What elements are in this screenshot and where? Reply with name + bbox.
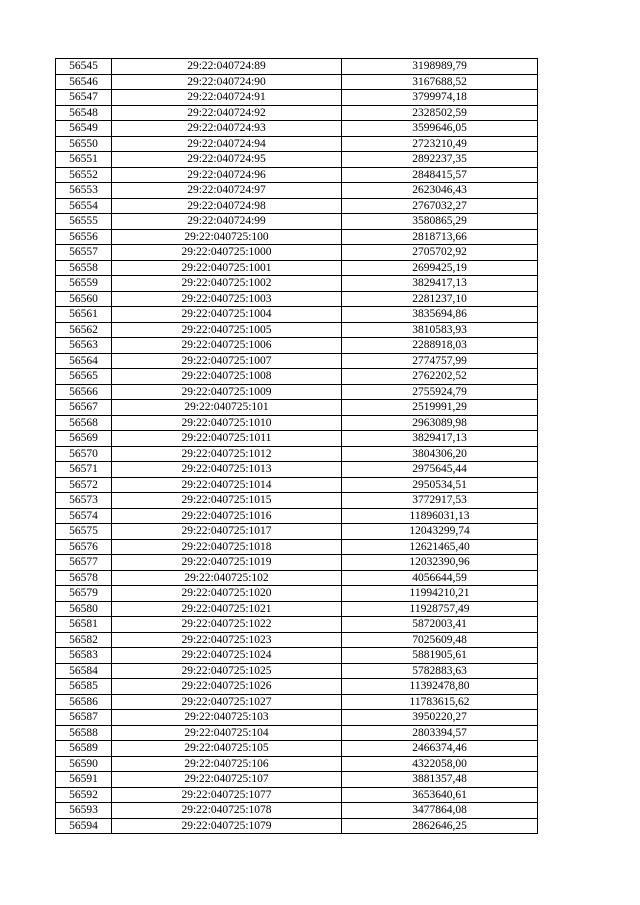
value-cell: 7025609,48 [342,632,538,648]
value-cell: 12032390,96 [342,555,538,571]
value-cell: 3477864,08 [342,803,538,819]
row-number-cell: 56593 [56,803,112,819]
table-row [56,307,538,323]
row-number-cell: 56565 [56,369,112,385]
value-cell: 2623046,43 [342,183,538,199]
row-number-cell: 56585 [56,679,112,695]
row-number-cell: 56545 [56,59,112,75]
cadastral-number-cell: 29:22:040725:102 [112,570,342,586]
cadastral-number-cell: 29:22:040725:1022 [112,617,342,633]
table-row [56,322,538,338]
table-row [56,198,538,214]
value-cell: 3167688,52 [342,74,538,90]
table-row [56,260,538,276]
table-row [56,291,538,307]
row-number-cell: 56559 [56,276,112,292]
cadastral-number-cell: 29:22:040725:1079 [112,818,342,834]
table-row [56,648,538,664]
row-number-cell: 56564 [56,353,112,369]
value-cell: 3835694,86 [342,307,538,323]
value-cell: 2288918,03 [342,338,538,354]
value-cell: 2862646,25 [342,818,538,834]
row-number-cell: 56563 [56,338,112,354]
cadastral-number-cell: 29:22:040725:1004 [112,307,342,323]
cadastral-number-cell: 29:22:040725:1009 [112,384,342,400]
table-row [56,59,538,75]
row-number-cell: 56569 [56,431,112,447]
value-cell: 2723210,49 [342,136,538,152]
table-row [56,400,538,416]
row-number-cell: 56546 [56,74,112,90]
value-cell: 3829417,13 [342,276,538,292]
value-cell: 2950534,51 [342,477,538,493]
row-number-cell: 56560 [56,291,112,307]
row-number-cell: 56587 [56,710,112,726]
row-number-cell: 56549 [56,121,112,137]
table-row [56,431,538,447]
table-row [56,741,538,757]
cadastral-number-cell: 29:22:040725:106 [112,756,342,772]
row-number-cell: 56582 [56,632,112,648]
row-number-cell: 56577 [56,555,112,571]
value-cell: 4322058,00 [342,756,538,772]
table-row [56,415,538,431]
table-row [56,121,538,137]
document-page [55,58,534,834]
row-number-cell: 56570 [56,446,112,462]
value-cell: 2281237,10 [342,291,538,307]
cadastral-number-cell: 29:22:040725:1014 [112,477,342,493]
cadastral-number-cell: 29:22:040725:1002 [112,276,342,292]
cadastral-number-cell: 29:22:040725:1011 [112,431,342,447]
value-cell: 2328502,59 [342,105,538,121]
cadastral-number-cell: 29:22:040725:1021 [112,601,342,617]
value-cell: 11896031,13 [342,508,538,524]
cadastral-number-cell: 29:22:040725:104 [112,725,342,741]
row-number-cell: 56554 [56,198,112,214]
row-number-cell: 56578 [56,570,112,586]
cadastral-number-cell: 29:22:040725:1007 [112,353,342,369]
table-row [56,136,538,152]
value-cell: 11928757,49 [342,601,538,617]
row-number-cell: 56557 [56,245,112,261]
value-cell: 2892237,35 [342,152,538,168]
table-row [56,462,538,478]
table-row [56,74,538,90]
row-number-cell: 56562 [56,322,112,338]
cadastral-number-cell: 29:22:040725:1018 [112,539,342,555]
row-number-cell: 56592 [56,787,112,803]
cadastral-number-cell: 29:22:040724:97 [112,183,342,199]
table-row [56,632,538,648]
table-row [56,524,538,540]
cadastral-number-cell: 29:22:040724:99 [112,214,342,230]
table-row [56,369,538,385]
table-row [56,183,538,199]
table-row [56,787,538,803]
table-row [56,663,538,679]
value-cell: 2818713,66 [342,229,538,245]
value-cell: 2519991,29 [342,400,538,416]
table-row [56,772,538,788]
value-cell: 3950220,27 [342,710,538,726]
table-row [56,167,538,183]
cadastral-number-cell: 29:22:040725:1008 [112,369,342,385]
row-number-cell: 56555 [56,214,112,230]
value-cell: 2803394,57 [342,725,538,741]
row-number-cell: 56566 [56,384,112,400]
row-number-cell: 56586 [56,694,112,710]
cadastral-number-cell: 29:22:040725:1005 [112,322,342,338]
table-row [56,803,538,819]
cadastral-number-cell: 29:22:040724:98 [112,198,342,214]
value-cell: 2774757,99 [342,353,538,369]
cadastral-number-cell: 29:22:040725:1001 [112,260,342,276]
cadastral-number-cell: 29:22:040724:93 [112,121,342,137]
cadastral-number-cell: 29:22:040725:1015 [112,493,342,509]
value-cell: 11994210,21 [342,586,538,602]
row-number-cell: 56579 [56,586,112,602]
row-number-cell: 56551 [56,152,112,168]
cadastral-number-cell: 29:22:040725:1023 [112,632,342,648]
cadastral-number-cell: 29:22:040725:1019 [112,555,342,571]
value-cell: 2699425,19 [342,260,538,276]
row-number-cell: 56575 [56,524,112,540]
cadastral-number-cell: 29:22:040724:92 [112,105,342,121]
table-row [56,493,538,509]
table-row [56,105,538,121]
table-row [56,353,538,369]
row-number-cell: 56571 [56,462,112,478]
cadastral-number-cell: 29:22:040725:100 [112,229,342,245]
value-cell: 2755924,79 [342,384,538,400]
table-row [56,214,538,230]
value-cell: 2848415,57 [342,167,538,183]
row-number-cell: 56572 [56,477,112,493]
cadastral-number-cell: 29:22:040724:89 [112,59,342,75]
table-row [56,508,538,524]
table-row [56,818,538,834]
cadastral-number-cell: 29:22:040725:1017 [112,524,342,540]
value-cell: 2762202,52 [342,369,538,385]
table-row [56,725,538,741]
value-cell: 3810583,93 [342,322,538,338]
row-number-cell: 56580 [56,601,112,617]
cadastral-number-cell: 29:22:040725:107 [112,772,342,788]
row-number-cell: 56552 [56,167,112,183]
cadastral-number-cell: 29:22:040724:90 [112,74,342,90]
cadastral-number-cell: 29:22:040725:101 [112,400,342,416]
value-cell: 3599646,05 [342,121,538,137]
row-number-cell: 56556 [56,229,112,245]
row-number-cell: 56550 [56,136,112,152]
value-cell: 3799974,18 [342,90,538,106]
row-number-cell: 56581 [56,617,112,633]
table-row [56,555,538,571]
row-number-cell: 56583 [56,648,112,664]
cadastral-number-cell: 29:22:040724:91 [112,90,342,106]
cadastral-number-cell: 29:22:040725:1027 [112,694,342,710]
value-cell: 4056644,59 [342,570,538,586]
value-cell: 5872003,41 [342,617,538,633]
row-number-cell: 56547 [56,90,112,106]
table-row [56,679,538,695]
cadastral-number-cell: 29:22:040725:1078 [112,803,342,819]
table-row [56,601,538,617]
table-row [56,694,538,710]
row-number-cell: 56553 [56,183,112,199]
cadastral-number-cell: 29:22:040725:105 [112,741,342,757]
value-cell: 3580865,29 [342,214,538,230]
table-row [56,586,538,602]
table-row [56,338,538,354]
row-number-cell: 56574 [56,508,112,524]
row-number-cell: 56558 [56,260,112,276]
value-cell: 2975645,44 [342,462,538,478]
cadastral-number-cell: 29:22:040725:1025 [112,663,342,679]
table-row [56,617,538,633]
row-number-cell: 56548 [56,105,112,121]
table-row [56,477,538,493]
cadastral-number-cell: 29:22:040725:1016 [112,508,342,524]
value-cell: 12621465,40 [342,539,538,555]
cadastral-number-cell: 29:22:040725:1020 [112,586,342,602]
table-row [56,276,538,292]
value-cell: 11392478,80 [342,679,538,695]
value-cell: 5782883,63 [342,663,538,679]
value-cell: 2705702,92 [342,245,538,261]
cadastral-number-cell: 29:22:040724:95 [112,152,342,168]
value-cell: 3881357,48 [342,772,538,788]
table-row [56,756,538,772]
table-row [56,229,538,245]
value-cell: 2767032,27 [342,198,538,214]
row-number-cell: 56588 [56,725,112,741]
row-number-cell: 56589 [56,741,112,757]
table-row [56,384,538,400]
row-number-cell: 56568 [56,415,112,431]
table-row [56,446,538,462]
table-body [56,59,538,834]
cadastral-number-cell: 29:22:040725:1026 [112,679,342,695]
row-number-cell: 56591 [56,772,112,788]
row-number-cell: 56573 [56,493,112,509]
table-row [56,710,538,726]
cadastral-value-table [55,58,538,834]
cadastral-number-cell: 29:22:040724:94 [112,136,342,152]
value-cell: 11783615,62 [342,694,538,710]
row-number-cell: 56584 [56,663,112,679]
value-cell: 3829417,13 [342,431,538,447]
row-number-cell: 56576 [56,539,112,555]
cadastral-number-cell: 29:22:040725:103 [112,710,342,726]
value-cell: 5881905,61 [342,648,538,664]
cadastral-number-cell: 29:22:040725:1010 [112,415,342,431]
value-cell: 3804306,20 [342,446,538,462]
value-cell: 3198989,79 [342,59,538,75]
table-row [56,90,538,106]
cadastral-number-cell: 29:22:040725:1077 [112,787,342,803]
cadastral-number-cell: 29:22:040725:1013 [112,462,342,478]
cadastral-number-cell: 29:22:040725:1012 [112,446,342,462]
table-row [56,539,538,555]
row-number-cell: 56594 [56,818,112,834]
table-row [56,570,538,586]
cadastral-number-cell: 29:22:040725:1006 [112,338,342,354]
row-number-cell: 56567 [56,400,112,416]
cadastral-number-cell: 29:22:040725:1000 [112,245,342,261]
row-number-cell: 56590 [56,756,112,772]
value-cell: 2466374,46 [342,741,538,757]
row-number-cell: 56561 [56,307,112,323]
table-row [56,245,538,261]
value-cell: 3653640,61 [342,787,538,803]
cadastral-number-cell: 29:22:040725:1024 [112,648,342,664]
value-cell: 12043299,74 [342,524,538,540]
cadastral-number-cell: 29:22:040724:96 [112,167,342,183]
cadastral-number-cell: 29:22:040725:1003 [112,291,342,307]
value-cell: 2963089,98 [342,415,538,431]
value-cell: 3772917,53 [342,493,538,509]
table-row [56,152,538,168]
